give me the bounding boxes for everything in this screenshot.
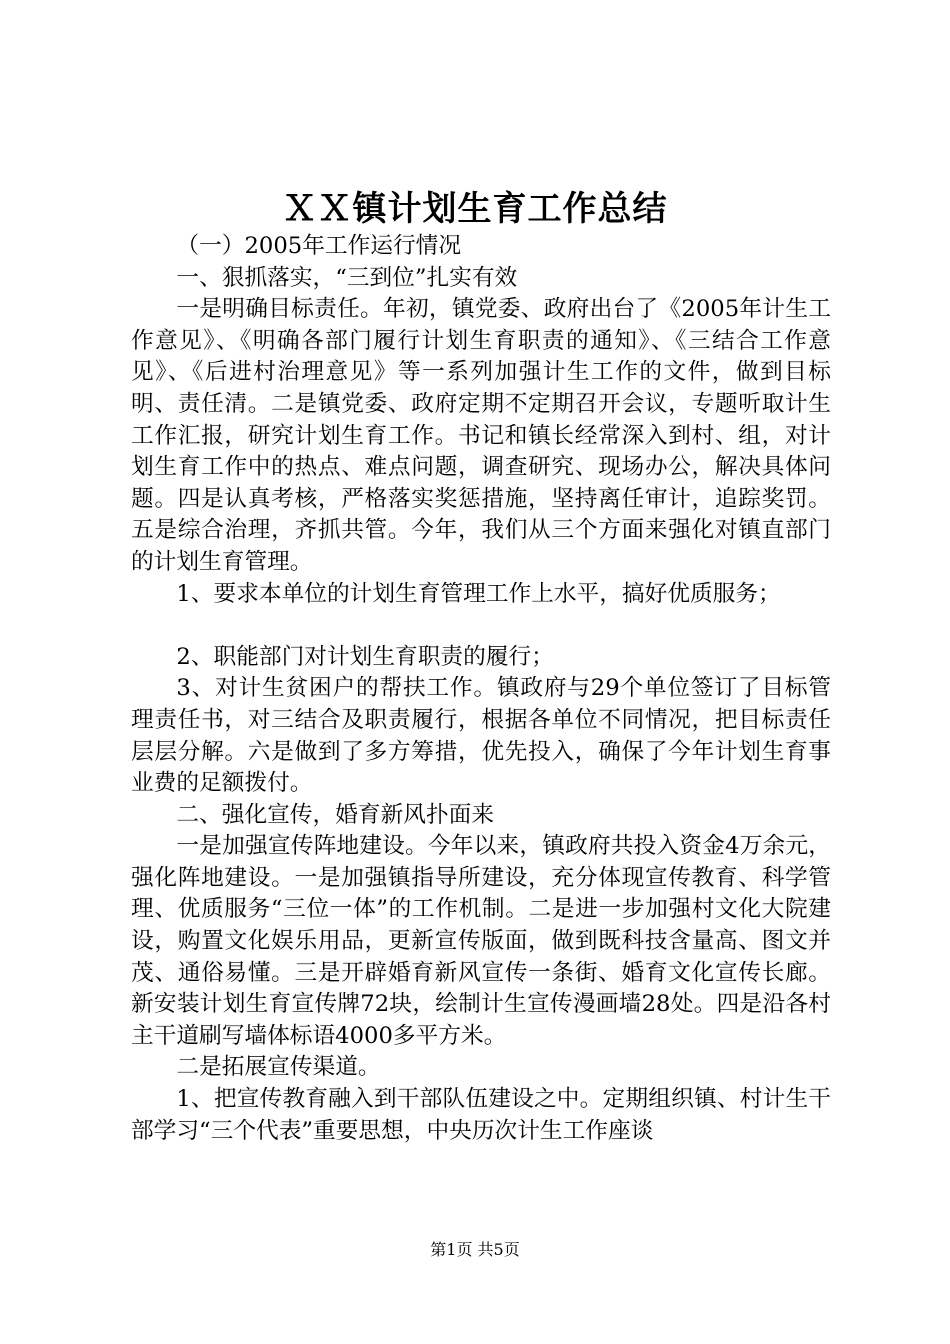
page-title: ＸＸ镇计划生育工作总结	[282, 189, 668, 229]
paragraph: 1、把宣传教育融入到干部队伍建设之中。定期组织镇、村计生干部学习“三个代表”重要思想，中央历次计生工作座谈	[131, 1086, 831, 1144]
subsection-heading: 一、狠抓落实，“三到位”扎实有效	[176, 264, 518, 291]
list-item: 3、对计生贫困户的帮扶工作。镇政府与29个单位签订了目标管理责任书，对三结合及职责履行，根据各单位不同情况，把目标责任层层分解。六是做到了多方筹措，优先投入，确保了今年计划生育事业费的足额拨付。	[131, 675, 831, 797]
paragraph: 一是加强宣传阵地建设。今年以来，镇政府共投入资金4万余元，强化阵地建设。一是加强镇指导所建设，充分体现宣传教育、科学管理、优质服务“三位一体”的工作机制。二是进一步加强村文化大院建设，购置文化娱乐用品，更新宣传版面，做到既科技含量高、图文并茂、通俗易懂。三是开辟婚育新风宣传一条街、婚育文化宣传长廊。新安装计划生育宣传牌72块，绘制计生宣传漫画墙28处。四是沿各村主干道刷写墙体标语4000多平方米。	[131, 833, 831, 1049]
page-footer: 第1页 共5页	[430, 1240, 520, 1259]
document-body	[131, 231, 831, 1147]
list-item: 2、职能部门对计划生育职责的履行；	[176, 643, 554, 670]
section-heading: （一）2005年工作运行情况	[176, 233, 462, 259]
subsection-heading: 二、强化宣传，婚育新风扑面来	[176, 801, 495, 828]
paragraph: 二是拓展宣传渠道。	[176, 1054, 381, 1081]
paragraph: 一是明确目标责任。年初，镇党委、政府出台了《2005年计生工作意见》、《明确各部门履行计划生育职责的通知》、《三结合工作意见》、《后进村治理意见》等一系列加强计生工作的文件，做到目标明、责任清。二是镇党委、政府定期不定期召开会议，专题听取计生工作汇报，研究计划生育工作。书记和镇长经常深入到村、组，对计划生育工作中的热点、难点问题，调查研究、现场办公，解决具体问题。四是认真考核，严格落实奖惩措施，坚持离任审计，追踪奖罚。五是综合治理，齐抓共管。今年，我们从三个方面来强化对镇直部门的计划生育管理。	[131, 296, 831, 575]
list-item: 1、要求本单位的计划生育管理工作上水平，搞好优质服务；	[176, 580, 781, 607]
